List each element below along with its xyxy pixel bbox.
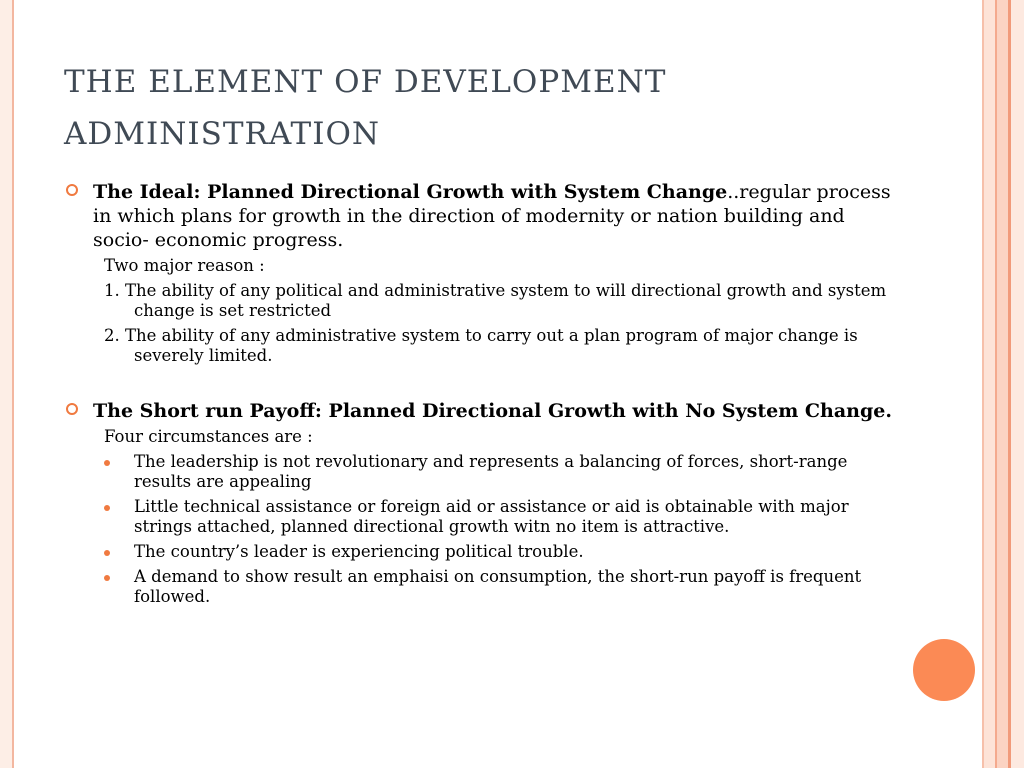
slide-title — [64, 56, 904, 160]
right-stripes-decoration — [976, 0, 1024, 768]
title-line-1: THE ELEMENT OF DEVELOPMENT — [64, 64, 667, 100]
list-item-text: The leadership is not revolutionary and represents a balancing of forces, short-range results are appealing — [134, 452, 848, 491]
decorative-circle — [913, 639, 975, 701]
ring-bullet-icon — [66, 184, 78, 196]
section-2-heading-bold: The Short run Payoff: Planned Directional Growth with No System Change. — [93, 400, 892, 422]
section-1-sub-intro: Two major reason : — [104, 256, 265, 275]
section-1-heading — [64, 180, 894, 252]
list-item — [64, 542, 894, 562]
list-item-text: Little technical assistance or foreign aid or assistance or aid is obtainable with major strings attached, planned directional growth witn no item is attractive. — [134, 497, 849, 536]
section-1-heading-bold: The Ideal: Planned Directional Growth with System Change — [93, 181, 728, 203]
list-item-text: A demand to show result an emphaisi on consumption, the short-run payoff is frequent followed. — [134, 567, 862, 606]
dot-bullet-icon — [104, 460, 110, 466]
ring-bullet-icon — [66, 403, 78, 415]
dot-bullet-icon — [104, 575, 110, 581]
dot-bullet-icon — [104, 550, 110, 556]
list-item — [64, 497, 894, 537]
list-item — [64, 452, 894, 492]
title-line-2: ADMINISTRATION — [64, 116, 381, 152]
list-item — [64, 567, 894, 607]
slide-content — [64, 180, 894, 607]
section-1-reason-1: 1. The ability of any political and administrative system to will directional growth and system change is set restricted — [104, 281, 887, 320]
left-border-decoration — [0, 0, 14, 768]
dot-bullet-icon — [104, 505, 110, 511]
list-item-text: The country’s leader is experiencing political trouble. — [134, 542, 584, 561]
section-2-heading — [64, 399, 894, 423]
section-2-sub-intro: Four circumstances are : — [104, 427, 313, 446]
section-1-reason-2: 2. The ability of any administrative system to carry out a plan program of major change is severely limited. — [104, 326, 858, 365]
section-1-heading-text: ..regular process in which plans for growth in the direction of modernity or nation building and socio- economic progress. — [93, 181, 891, 251]
